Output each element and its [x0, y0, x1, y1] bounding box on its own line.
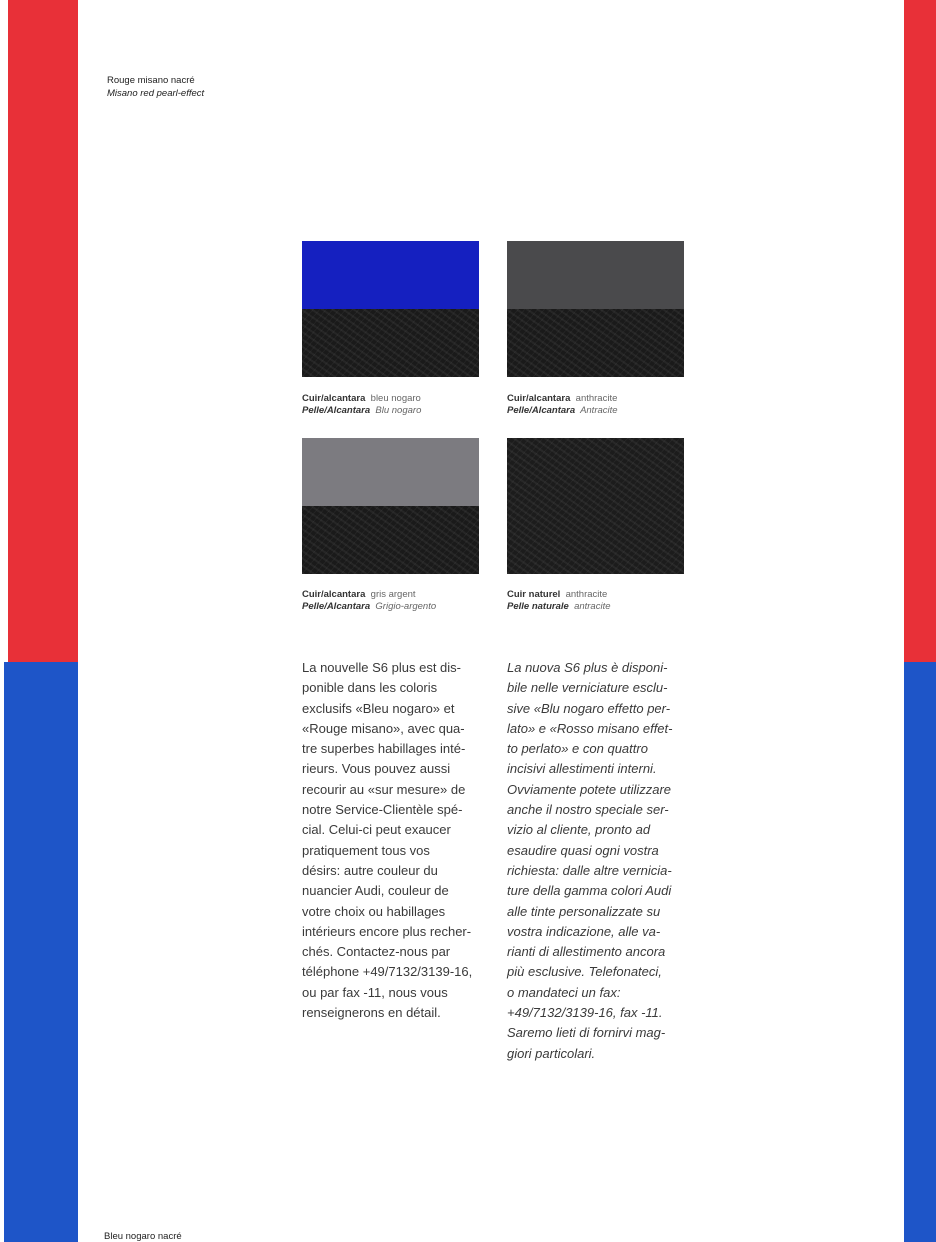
right-blue-band: [904, 662, 936, 1242]
caption-color-it: antracite: [574, 601, 611, 612]
caption-material: Cuir/alcantara: [302, 393, 366, 404]
right-red-band: [904, 0, 936, 662]
swatch-leather: [507, 438, 684, 574]
bottom-color-label: Bleu nogaro nacré: [104, 1231, 182, 1242]
text-line: richiesta: dalle altre vernicia-: [507, 862, 672, 878]
text-line: sive «Blu nogaro effetto per-: [507, 700, 671, 716]
text-line: chés. Contactez-nous par: [302, 944, 451, 960]
text-line: Saremo lieti di fornirvi mag-: [507, 1025, 666, 1041]
caption-color-it: Antracite: [580, 405, 618, 416]
caption-material-it: Pelle/Alcantara: [507, 405, 576, 416]
caption-color-it: Blu nogaro: [375, 405, 422, 416]
text-line: rieurs. Vous pouvez aussi: [302, 761, 451, 777]
swatch-natural-leather: [507, 438, 684, 574]
text-line: ponible dans les coloris: [302, 680, 438, 696]
text-line: nuancier Audi, couleur de: [302, 883, 449, 899]
top-label-fr: Rouge misano nacré: [107, 75, 195, 86]
caption-material: Cuir/alcantara: [302, 589, 366, 600]
text-line: exclusifs «Bleu nogaro» et: [302, 700, 455, 716]
caption-material: Cuir/alcantara: [507, 393, 571, 404]
text-line: to perlato» e con quattro: [507, 741, 648, 757]
swatch-anthracite: [507, 241, 684, 377]
text-line: anche il nostro speciale ser-: [507, 802, 669, 818]
swatch-alcantara-anthracite: [507, 241, 684, 309]
body-text-italian: [507, 658, 703, 1064]
left-blue-band: [4, 662, 78, 1242]
swatch-caption-2: [507, 393, 618, 417]
text-line: notre Service-Clientèle spé-: [302, 802, 463, 818]
caption-material-it: Pelle/Alcantara: [302, 601, 371, 612]
text-line: ou par fax -11, nous vous: [302, 984, 448, 1000]
text-line: téléphone +49/7132/3139-16,: [302, 964, 473, 980]
text-line: La nuova S6 plus è disponi-: [507, 660, 668, 675]
swatch-alcantara-grey: [302, 438, 479, 506]
text-line: alle tinte personalizzate su: [507, 903, 661, 919]
caption-color: anthracite: [575, 393, 618, 404]
text-line: +49/7132/3139-16, fax -11.: [507, 1005, 663, 1021]
caption-color: bleu nogaro: [370, 393, 421, 404]
text-line: votre choix ou habillages: [302, 903, 446, 919]
text-line: intérieurs encore plus recher-: [302, 923, 472, 939]
swatch-caption-1: [302, 393, 421, 417]
swatch-alcantara-blue: [302, 241, 479, 309]
text-line: pratiquement tous vos: [302, 842, 430, 858]
caption-material-it: Pelle naturale: [507, 601, 569, 612]
text-line: lato» e «Rosso misano effet-: [507, 720, 673, 736]
swatch-caption-3: [302, 589, 436, 613]
text-line: vizio al cliente, pronto ad: [507, 822, 651, 838]
text-line: Ovviamente potete utilizzare: [507, 781, 672, 797]
text-line: incisivi allestimenti interni.: [507, 761, 657, 777]
caption-color: gris argent: [370, 589, 416, 600]
text-line: ture della gamma colori Audi: [507, 883, 672, 899]
text-line: rianti di allestimento ancora: [507, 944, 666, 960]
caption-color: anthracite: [565, 589, 608, 600]
swatch-grey: [302, 438, 479, 574]
top-color-label: [107, 74, 204, 100]
body-text-french: [302, 658, 498, 1023]
caption-material: Cuir naturel: [507, 589, 561, 600]
swatch-leather: [302, 506, 479, 574]
swatch-leather: [302, 309, 479, 377]
text-line: giori particolari.: [507, 1045, 596, 1061]
text-line: bile nelle verniciature esclu-: [507, 680, 668, 696]
text-line: più esclusive. Telefonateci,: [507, 964, 662, 980]
text-line: vostra indicazione, alle va-: [507, 923, 661, 939]
top-label-en: Misano red pearl-effect: [107, 88, 205, 99]
left-page-edge: [0, 0, 4, 1242]
left-red-band: [8, 0, 78, 662]
text-line: désirs: autre couleur du: [302, 862, 438, 878]
swatch-blue: [302, 241, 479, 377]
text-line: o mandateci un fax:: [507, 984, 621, 1000]
caption-color-it: Grigio-argento: [375, 601, 437, 612]
swatch-leather: [507, 309, 684, 377]
text-line: esaudire quasi ogni vostra: [507, 842, 659, 858]
caption-material-it: Pelle/Alcantara: [302, 405, 371, 416]
text-line: tre superbes habillages inté-: [302, 741, 466, 757]
text-line: renseignerons en détail.: [302, 1005, 441, 1021]
swatch-caption-4: [507, 589, 611, 613]
text-line: «Rouge misano», avec qua-: [302, 720, 465, 736]
text-line: cial. Celui-ci peut exaucer: [302, 822, 451, 838]
text-line: La nouvelle S6 plus est dis-: [302, 660, 461, 675]
text-line: recourir au «sur mesure» de: [302, 781, 466, 797]
